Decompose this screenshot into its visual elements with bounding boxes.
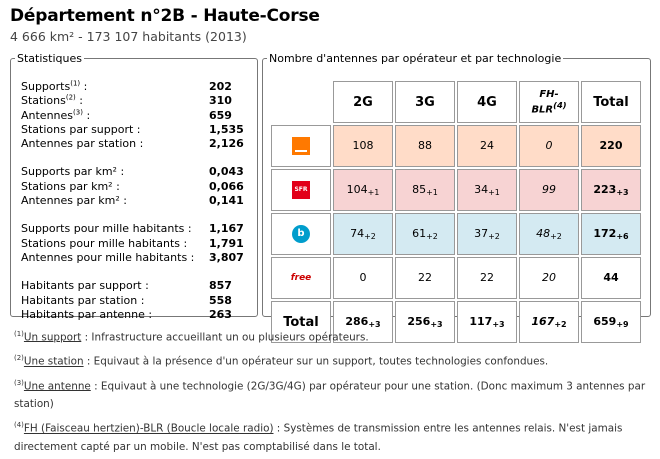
stat-label-text: Antennes xyxy=(21,108,74,122)
footnote-text: : Equivaut à une technologie (2G/3G/4G) par opérateur pour une station. (Donc maximum 3 antennes par station) xyxy=(14,380,646,411)
stat-row xyxy=(21,109,253,123)
stat-label-suffix: : xyxy=(82,108,91,122)
footnote xyxy=(14,416,650,455)
stat-value: 0,043 xyxy=(209,165,244,179)
stat-label-text: Habitants par support : xyxy=(21,279,149,293)
stat-value: 659 xyxy=(209,108,232,122)
cell-value: 223 xyxy=(593,183,617,196)
orange-logo xyxy=(292,137,310,155)
cell-delta: +6 xyxy=(616,232,629,241)
operator-cell xyxy=(271,125,331,167)
cell-delta: +3 xyxy=(430,320,443,329)
stat-label xyxy=(21,165,124,179)
header-2g: 2G xyxy=(333,81,393,123)
table-cell xyxy=(457,169,517,211)
antennas-table xyxy=(269,79,643,345)
table-cell xyxy=(333,213,393,255)
table-cell xyxy=(333,169,393,211)
stat-label-text: Supports xyxy=(21,80,71,93)
cell-value: 24 xyxy=(480,139,494,152)
sfr-logo: SFR xyxy=(292,181,310,199)
stat-label xyxy=(21,194,127,208)
stat-label-text: Stations pour mille habitants : xyxy=(21,236,188,250)
stat-value: 0,141 xyxy=(209,194,244,208)
cell-delta: +1 xyxy=(488,188,500,197)
cell-delta: +2 xyxy=(550,232,562,241)
table-cell xyxy=(395,125,455,167)
footnote-number: (3) xyxy=(14,378,24,387)
table-cell xyxy=(395,257,455,299)
cell-value: 286 xyxy=(345,315,369,328)
stat-label-text: Antennes par km² : xyxy=(21,194,127,208)
stat-value: 202 xyxy=(209,80,232,93)
stat-row xyxy=(21,294,253,308)
header-fh-blr xyxy=(519,81,579,123)
cell-value: 22 xyxy=(418,271,432,284)
stat-label-text: Stations par support : xyxy=(21,122,141,136)
stat-row xyxy=(21,165,253,179)
stat-row xyxy=(21,308,253,322)
table-cell xyxy=(457,213,517,255)
table-cell xyxy=(333,257,393,299)
total-label: Total xyxy=(271,301,331,343)
stat-row xyxy=(21,80,253,94)
footnote-number: (2) xyxy=(14,354,24,363)
stat-value: 1,167 xyxy=(209,222,244,236)
cell-delta: +2 xyxy=(364,232,376,241)
cell-value: 34 xyxy=(474,183,489,196)
operator-row-free xyxy=(271,257,641,299)
stat-label-text: Antennes par station : xyxy=(21,137,144,151)
stat-label-text: Habitants par station : xyxy=(21,293,145,307)
stat-label-text: Stations xyxy=(21,94,66,108)
operator-row-orange xyxy=(271,125,641,167)
cell-value: 88 xyxy=(418,139,432,152)
table-cell xyxy=(395,169,455,211)
table-header-row xyxy=(271,81,641,123)
stat-label-text: Supports par km² : xyxy=(21,165,125,179)
footnote-number: (4) xyxy=(14,421,24,430)
cell-delta: +1 xyxy=(367,188,380,197)
stat-label-suffix: : xyxy=(80,80,88,93)
stat-value: 263 xyxy=(209,307,232,321)
stat-label xyxy=(21,80,87,94)
footnote-term: Une station xyxy=(23,355,84,368)
operator-cell xyxy=(271,213,331,255)
stat-label-text: Supports pour mille habitants : xyxy=(21,222,192,236)
footnote-number: (1) xyxy=(14,330,24,338)
table-cell xyxy=(333,125,393,167)
stat-row xyxy=(21,137,253,151)
stat-label xyxy=(21,237,187,251)
stat-label xyxy=(21,109,90,123)
stat-row xyxy=(21,237,253,251)
cell-value: 22 xyxy=(480,271,494,284)
cell-value: 167 xyxy=(531,315,555,328)
stat-label xyxy=(21,94,83,108)
footnote-term: Une antenne xyxy=(23,380,91,393)
footnotes xyxy=(14,325,650,459)
cell-delta: +1 xyxy=(426,188,438,197)
footnote xyxy=(14,325,650,346)
cell-delta: +2 xyxy=(554,320,567,329)
header-3g: 3G xyxy=(395,81,455,123)
table-cell xyxy=(581,125,641,167)
stat-footnote-ref: (2) xyxy=(65,93,76,102)
table-cell xyxy=(581,169,641,211)
cell-value: 108 xyxy=(352,139,374,152)
stat-footnote-ref: (3) xyxy=(73,107,83,116)
stats-gap xyxy=(21,208,253,222)
stat-row xyxy=(21,123,253,137)
cell-value: 172 xyxy=(593,227,617,240)
footnote xyxy=(14,349,650,370)
stat-label-text: Antennes pour mille habitants : xyxy=(21,250,195,264)
cell-value: 104 xyxy=(346,183,368,196)
stats-panel xyxy=(10,52,258,321)
header-4g: 4G xyxy=(457,81,517,123)
cell-value: 0 xyxy=(359,271,367,284)
cell-value: 99 xyxy=(542,183,556,196)
cell-value: 0 xyxy=(545,139,553,152)
cell-value: 61 xyxy=(412,227,427,240)
cell-delta: +2 xyxy=(426,232,438,241)
stat-label-suffix: : xyxy=(75,94,83,108)
stat-footnote-ref: (1) xyxy=(70,79,81,88)
page-title: Département n°2B - Haute-Corse xyxy=(10,6,320,26)
cell-value: 256 xyxy=(407,315,431,328)
header-fh-sup: (4) xyxy=(553,99,567,110)
stat-label xyxy=(21,180,120,194)
stat-label xyxy=(21,294,144,308)
stat-value: 310 xyxy=(209,94,232,108)
cell-delta: +2 xyxy=(488,232,500,241)
bouygues-logo: b xyxy=(292,225,310,243)
table-cell xyxy=(395,213,455,255)
table-cell xyxy=(519,213,579,255)
cell-value: 48 xyxy=(536,227,551,240)
operator-row-sfr xyxy=(271,169,641,211)
table-cell xyxy=(457,125,517,167)
cell-value: 74 xyxy=(350,227,365,240)
cell-value: 85 xyxy=(412,183,427,196)
stat-label xyxy=(21,308,152,322)
cell-value: 37 xyxy=(474,227,489,240)
stat-row xyxy=(21,180,253,194)
stat-label xyxy=(21,251,194,265)
footnote-term: FH (Faisceau hertzien)-BLR (Boucle locale radio) xyxy=(23,422,274,435)
stat-value: 3,807 xyxy=(209,250,244,264)
antennas-panel xyxy=(262,52,651,330)
stat-label xyxy=(21,123,141,137)
stats-list xyxy=(21,80,253,322)
header-total: Total xyxy=(581,81,641,123)
cell-value: 220 xyxy=(599,139,623,152)
stat-label xyxy=(21,222,192,236)
footnote xyxy=(14,374,650,413)
stat-value: 1,791 xyxy=(209,236,244,250)
cell-value: 44 xyxy=(603,271,619,284)
footnote-text: : Equivaut à la présence d'un opérateur sur un support, toutes technologies confondues. xyxy=(83,355,549,368)
stat-value: 1,535 xyxy=(209,122,244,136)
stat-row xyxy=(21,222,253,236)
operator-cell xyxy=(271,169,331,211)
stat-value: 558 xyxy=(209,293,232,307)
footnote-text: : Infrastructure accueillant un ou plusieurs opérateurs. xyxy=(81,331,369,344)
stat-label-text: Habitants par antenne : xyxy=(21,307,153,321)
stat-label xyxy=(21,279,149,293)
header-fh-line2: BLR xyxy=(531,104,554,116)
cell-value: 20 xyxy=(542,271,556,284)
operator-cell xyxy=(271,257,331,299)
stat-value: 0,066 xyxy=(209,179,244,193)
antennas-legend: Nombre d'antennes par opérateur et par technologie xyxy=(269,52,562,65)
header-fh-line1: FH- xyxy=(539,88,559,100)
cell-delta: +9 xyxy=(616,320,629,329)
stats-gap xyxy=(21,265,253,279)
cell-value: 117 xyxy=(469,315,493,328)
table-cell xyxy=(581,213,641,255)
table-cell xyxy=(519,125,579,167)
stat-row xyxy=(21,251,253,265)
cell-delta: +3 xyxy=(368,320,381,329)
operator-row-bouy xyxy=(271,213,641,255)
table-cell xyxy=(581,257,641,299)
cell-value: 659 xyxy=(593,315,617,328)
free-logo: free xyxy=(290,273,312,283)
stat-value: 2,126 xyxy=(209,137,244,151)
footnote-text: : Systèmes de transmission entre les antennes relais. N'est jamais directement capté par un mobile. N'est pas comptabilisé dans le total. xyxy=(14,422,623,453)
stat-row xyxy=(21,279,253,293)
stats-legend: Statistiques xyxy=(17,52,82,65)
table-corner xyxy=(271,81,331,123)
cell-delta: +3 xyxy=(616,188,629,197)
table-cell xyxy=(457,257,517,299)
stat-label xyxy=(21,137,143,151)
table-cell xyxy=(519,257,579,299)
cell-delta: +3 xyxy=(492,320,505,329)
stats-gap xyxy=(21,151,253,165)
stat-row xyxy=(21,94,253,108)
table-cell xyxy=(519,169,579,211)
stat-label-text: Stations par km² : xyxy=(21,179,120,193)
footnote-term: Un support xyxy=(23,331,82,344)
page-subtitle: 4 666 km² - 173 107 habitants (2013) xyxy=(10,29,247,44)
stat-value: 857 xyxy=(209,279,232,293)
stat-row xyxy=(21,194,253,208)
